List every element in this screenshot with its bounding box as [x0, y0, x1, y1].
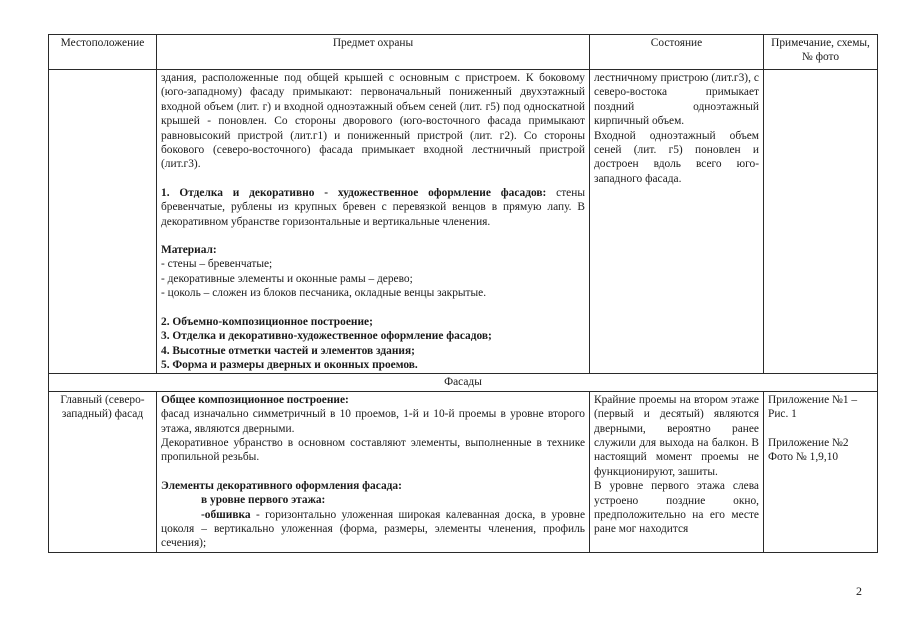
- row1-subject: [157, 70, 590, 374]
- row1-p1-text: стены бревенчатые, рублены из крупных бревен с перевязкой венцов в прямую лапу. В декоративном убранстве горизонтальные и вертикальные членения.: [161, 186, 585, 228]
- header-note: Примечание, схемы, № фото: [764, 35, 878, 70]
- row2-note-1: Приложение №1 – Рис. 1: [768, 393, 858, 421]
- comp-title: Общее композиционное построение:: [161, 393, 349, 406]
- protection-table: [48, 34, 878, 553]
- list-item: 3. Отделка и декоративно-художественное оформление фасадов;: [161, 330, 492, 343]
- level-title: в уровне первого этажа:: [201, 494, 326, 507]
- table-header-row: [49, 35, 878, 70]
- row2-note: [764, 391, 878, 552]
- row2-state-1: Крайние проемы на втором этаже (первый и десятый) являются дверными, вероятно ранее служили для выхода на балкон. В настоящий момент проемы не функционируют, зашиты.: [594, 393, 759, 478]
- material-item: - декоративные элементы и оконные рамы – дерево;: [161, 272, 413, 285]
- row2-subject: [157, 391, 590, 552]
- elements-title: Элементы декоративного оформления фасада:: [161, 479, 402, 492]
- material-item: - цоколь – сложен из блоков песчаника, окладные венцы закрытые.: [161, 287, 487, 300]
- row1-state: [590, 70, 764, 374]
- row2-location: Главный (северо-западный) фасад: [49, 391, 157, 552]
- row1-intro: здания, расположенные под общей крышей с основным с пристроем. К боковому (юго-западному) фасаду примыкают: первоначальный пониженный двухэтажный входной объем (лит. г) и входной одноэтажный объем сеней (лит. г5) под односкатной крышей - поновлен. Со стороны дворового (юго-восточного фасада примыкают равновысокий пристрой (лит.г1) и пониженный пристрой (лит. г2). Со стороны бокового (северо-восточного) фасада примыкает входной лестничный пристрой (лит.г3).: [161, 72, 585, 171]
- page-number: 2: [856, 584, 862, 598]
- material-title: Материал:: [161, 244, 217, 257]
- header-state: Состояние: [590, 35, 764, 70]
- section-title: Фасады: [49, 374, 878, 391]
- header-location: Местоположение: [49, 35, 157, 70]
- decor-text: Декоративное убранство в основном составляют элементы, выполненные в технике пропильной резьбы.: [161, 436, 585, 464]
- header-subject: Предмет охраны: [157, 35, 590, 70]
- list-item: 4. Высотные отметки частей и элементов здания;: [161, 344, 415, 357]
- row1-state-1: лестничному пристрою (лит.г3), с северо-востока примыкает поздний одноэтажный кирпичный объем.: [594, 72, 759, 128]
- row2-state-2: В уровне первого этажа слева устроено поздние окно, предположительно на его месте ране мог находится: [594, 480, 759, 536]
- cladding-label: -обшивка: [201, 508, 251, 521]
- table-row: [49, 70, 878, 374]
- section-row: [49, 374, 878, 391]
- row1-location: [49, 70, 157, 374]
- row1-state-2: Входной одноэтажный объем сеней (лит. г5) поновлен и достроен вдоль всего юго-западного фасада.: [594, 129, 759, 185]
- list-item: 5. Форма и размеры дверных и оконных проемов.: [161, 358, 418, 371]
- comp-text: фасад изначально симметричный в 10 проемов, 1-й и 10-й проемы в уровне второго этажа, являются дверными.: [161, 408, 585, 435]
- row1-p1: [161, 186, 585, 229]
- row2-state: [590, 391, 764, 552]
- row1-note: [764, 70, 878, 374]
- row2-note-2: Приложение №2 Фото № 1,9,10: [768, 436, 849, 463]
- list-item: 2. Объемно-композиционное построение;: [161, 315, 373, 328]
- material-item: - стены – бревенчатые;: [161, 258, 273, 271]
- cladding-desc: - горизонтально уложенная широкая калеванная доска, в уровне цоколя – вертикально уложенная (форма, размеры, элементы членения, профиль сечения);: [161, 508, 585, 550]
- table-row: [49, 391, 878, 552]
- cladding-text: [161, 508, 585, 551]
- row1-p1-title: 1. Отделка и декоративно - художественное оформление фасадов:: [161, 186, 547, 199]
